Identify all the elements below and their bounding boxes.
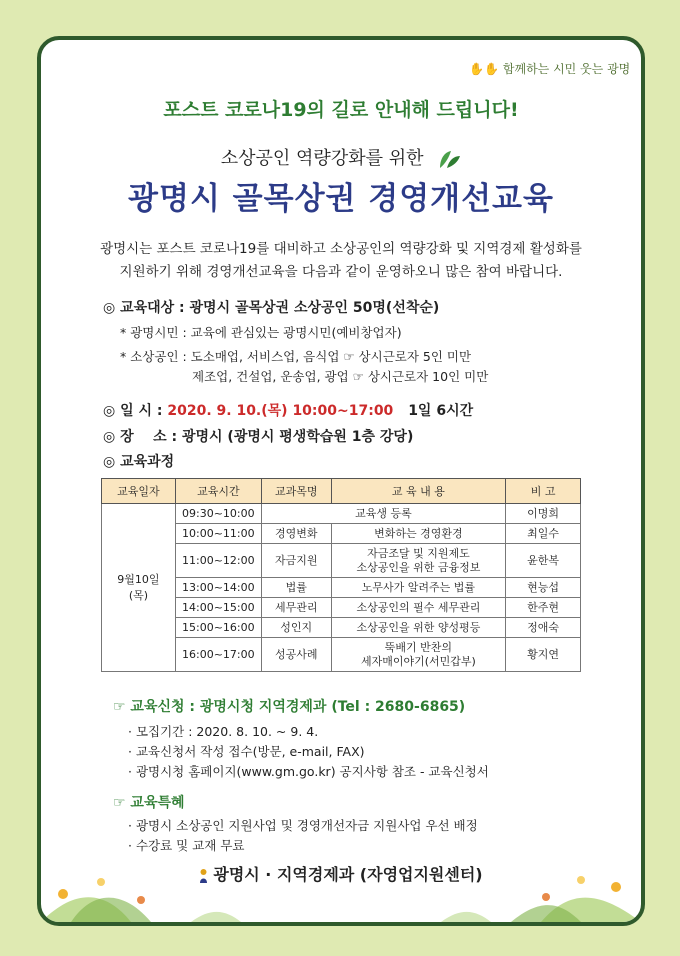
note-cell: 최일수 xyxy=(506,524,581,544)
note-cell: 한주현 xyxy=(506,598,581,618)
datetime-value: 2020. 9. 10.(목) 10:00~17:00 xyxy=(167,403,394,419)
benefit-title: ☞ 교육특혜 xyxy=(113,795,185,811)
target-merchant-2: 제조업, 건설업, 운송업, 광업 ☞ 상시근로자 10인 미만 xyxy=(192,369,489,384)
date-cell: 9월10일 (목) xyxy=(102,504,176,672)
benefit-free: · 수강료 및 교재 무료 xyxy=(128,838,245,853)
content-cell: 교육생 등록 xyxy=(261,504,505,524)
content-cell: 소상공인을 위한 양성평등 xyxy=(331,618,506,638)
intro-text: 광명시는 포스트 코로나19를 대비하고 소상공인의 역량강화 및 지역경제 활성화를 지원하기 위해 경영개선교육을 다음과 같이 운영하오니 많은 참여 바랍니다. xyxy=(100,241,582,280)
subject-cell: 세무관리 xyxy=(261,598,331,618)
headline: 포스트 코로나19의 길로 안내해 드립니다! xyxy=(163,99,519,121)
target-label: ◎ 교육대상 : 광명시 골목상권 소상공인 50명(선착순) xyxy=(103,300,440,316)
poster-card xyxy=(37,36,645,926)
note-cell: 정애숙 xyxy=(506,618,581,638)
footer: 광명시 · 지역경제과 (자영업지원센터) xyxy=(41,862,641,885)
city-logo-icon xyxy=(199,869,208,883)
subtitle-row xyxy=(41,144,641,170)
time-cell: 13:00~14:00 xyxy=(175,578,261,598)
time-cell: 11:00~12:00 xyxy=(175,544,261,578)
course-label: ◎ 교육과정 xyxy=(103,454,175,470)
subject-cell: 자금지원 xyxy=(261,544,331,578)
note-cell: 윤한복 xyxy=(506,544,581,578)
table-header-row xyxy=(102,479,581,504)
subject-cell: 성인지 xyxy=(261,618,331,638)
time-cell: 16:00~17:00 xyxy=(175,638,261,672)
benefit-priority: · 광명시 소상공인 지원사업 및 경영개선자금 지원사업 우선 배정 xyxy=(128,818,478,833)
col-header-date: 교육일자 xyxy=(102,479,176,504)
time-cell: 09:30~10:00 xyxy=(175,504,261,524)
col-header-time: 교육시간 xyxy=(175,479,261,504)
note-cell: 현능섭 xyxy=(506,578,581,598)
leaf-icon xyxy=(437,148,461,170)
page-title: 광명시 골목상권 경영개선교육 xyxy=(128,181,554,217)
apply-homepage: · 광명시청 홈페이지(www.gm.go.kr) 공지사항 참조 - 교육신청서 xyxy=(128,764,489,779)
content-cell: 소상공인의 필수 세무관리 xyxy=(331,598,506,618)
time-cell: 15:00~16:00 xyxy=(175,618,261,638)
apply-title: ☞ 교육신청 : 광명시청 지역경제과 (Tel : 2680-6865) xyxy=(113,699,466,715)
subject-cell: 법률 xyxy=(261,578,331,598)
note-cell: 황지연 xyxy=(506,638,581,672)
apply-method: · 교육신청서 작성 접수(방문, e-mail, FAX) xyxy=(128,744,365,759)
subtitle: 소상공인 역량강화를 위한 xyxy=(220,148,424,169)
time-cell: 10:00~11:00 xyxy=(175,524,261,544)
time-cell: 14:00~15:00 xyxy=(175,598,261,618)
hands-logo-icon: ✋✋ xyxy=(469,62,499,76)
datetime-row: ◎ 일 시 : 2020. 9. 10.(목) 10:00~17:00 1일 6시간 xyxy=(103,403,474,419)
target-citizen: * 광명시민 : 교육에 관심있는 광명시민(예비창업자) xyxy=(120,325,402,340)
content-cell: 노무사가 알려주는 법률 xyxy=(331,578,506,598)
apply-period: · 모집기간 : 2020. 8. 10. ~ 9. 4. xyxy=(128,724,319,739)
target-merchant-1: * 소상공인 : 도소매업, 서비스업, 음식업 ☞ 상시근로자 5인 미만 xyxy=(120,349,472,364)
subject-cell: 경영변화 xyxy=(261,524,331,544)
table-row xyxy=(102,504,581,524)
city-slogan-logo: ✋✋ 함께하는 시민 웃는 광명 xyxy=(469,62,631,76)
note-cell: 이명희 xyxy=(506,504,581,524)
place: ◎ 장 소 : 광명시 (광명시 평생학습원 1층 강당) xyxy=(103,429,414,445)
schedule-table xyxy=(101,478,581,672)
col-header-subject: 교과목명 xyxy=(261,479,331,504)
content-cell: 뚝배기 반찬의 세자매이야기(서민갑부) xyxy=(331,638,506,672)
content-cell: 변화하는 경영환경 xyxy=(331,524,506,544)
subject-cell: 성공사례 xyxy=(261,638,331,672)
duration: 1일 6시간 xyxy=(408,403,474,419)
col-header-note: 비 고 xyxy=(506,479,581,504)
content-cell: 자금조달 및 지원제도 소상공인을 위한 금융정보 xyxy=(331,544,506,578)
col-header-content: 교 육 내 용 xyxy=(331,479,506,504)
